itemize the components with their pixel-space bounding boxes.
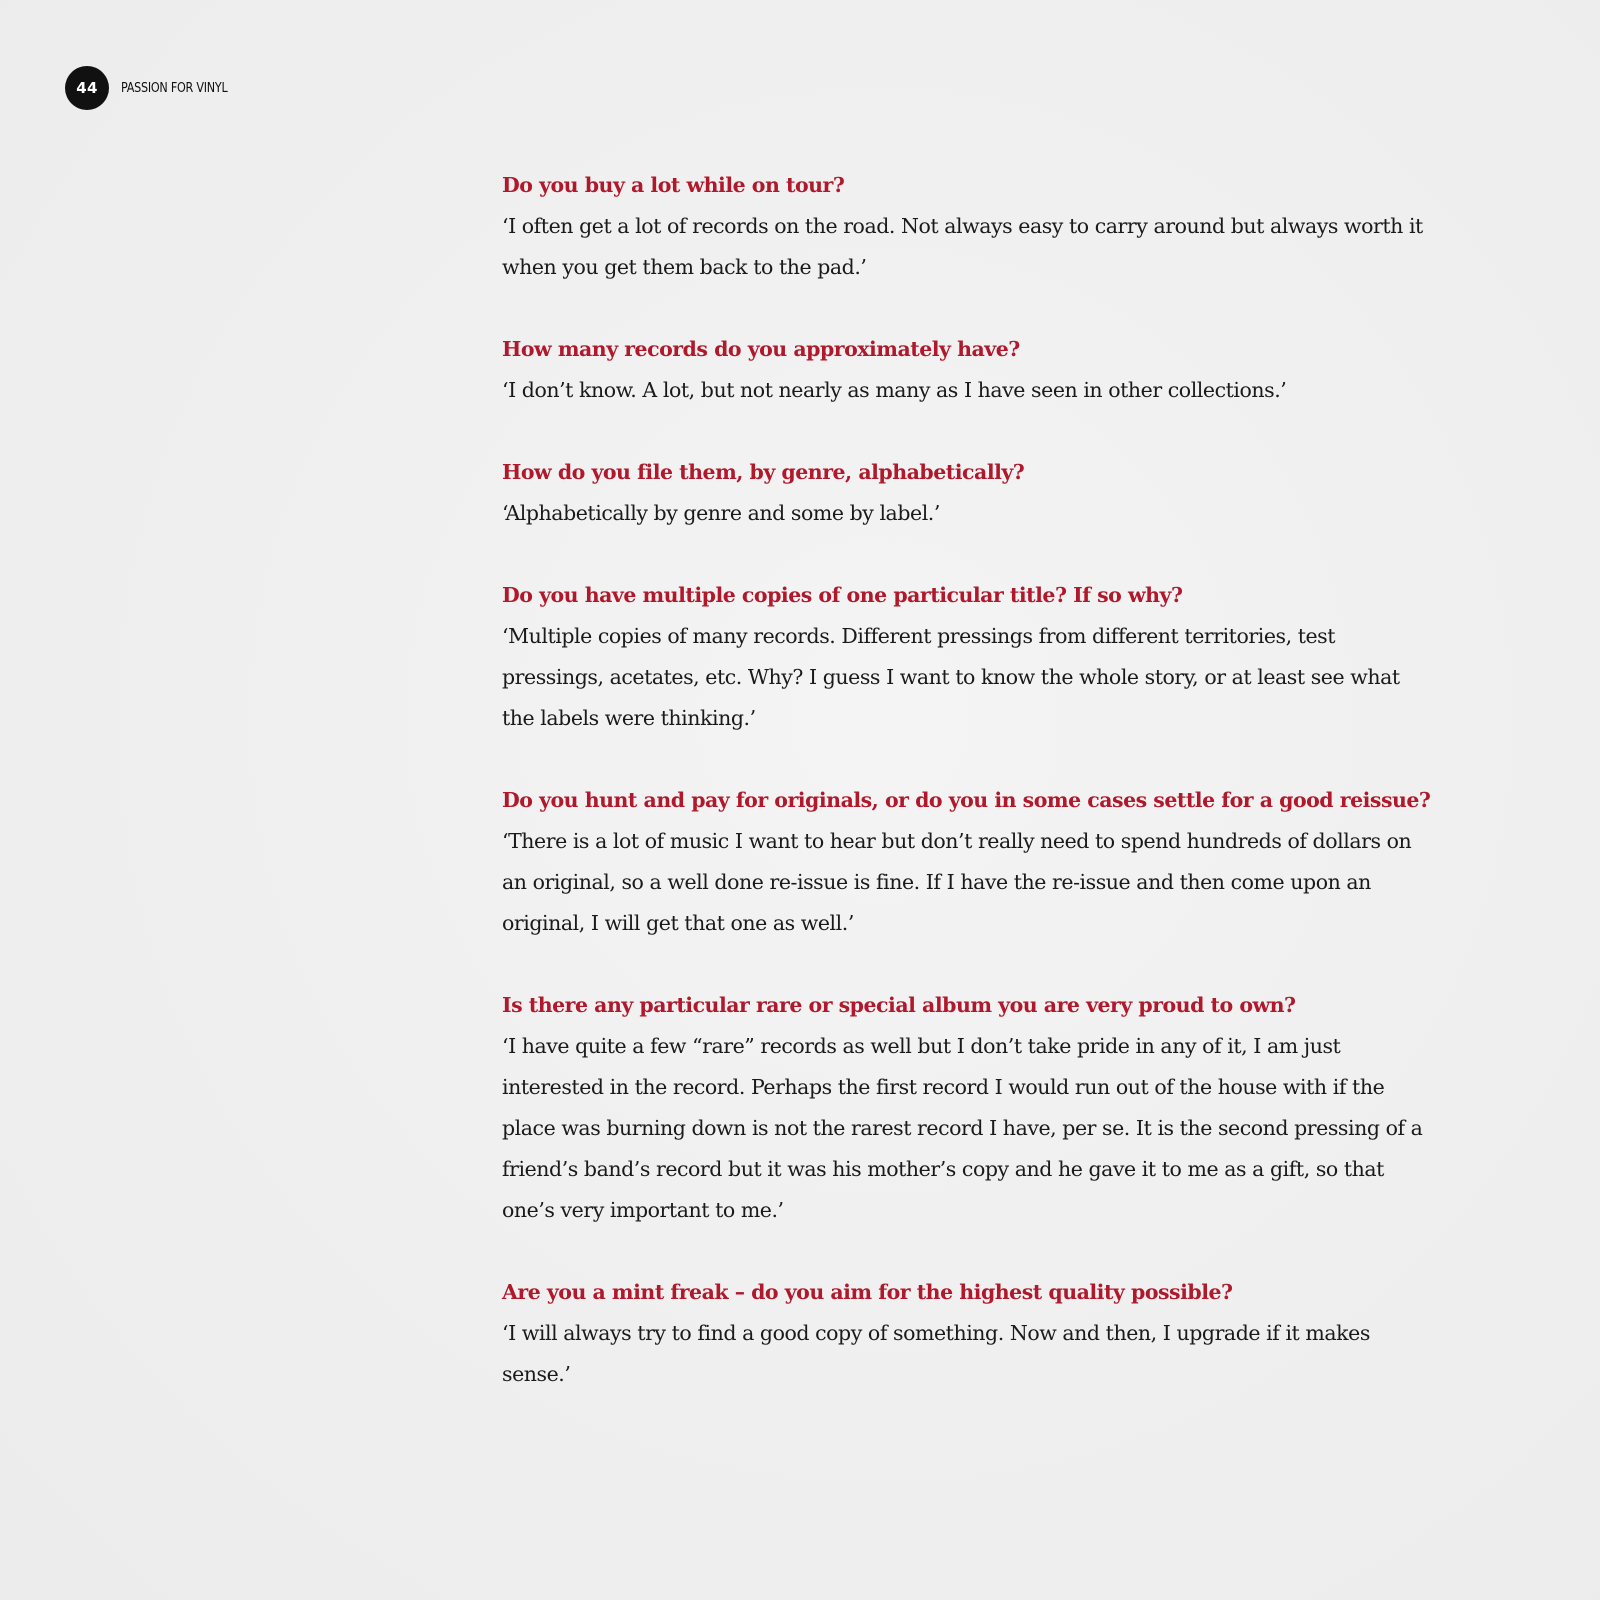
page-number-badge: 44 <box>65 66 109 110</box>
answer-text: ‘I don’t know. A lot, but not nearly as many as I have seen in other collections.’ <box>502 378 1287 402</box>
question-text: How do you file them, by genre, alphabetically? <box>502 460 1025 484</box>
page-header <box>65 66 245 110</box>
answer-text: ‘Multiple copies of many records. Different pressings from different territories, test pressings, acetates, etc. Why? I guess I want to know the whole story, or at least see what the labels were thinking.’ <box>502 624 1400 730</box>
answer-text: ‘I have quite a few “rare” records as well but I don’t take pride in any of it, I am just interested in the record. Perhaps the first record I would run out of the house with if the place was burning down is not the rarest record I have, per se. It is the second pressing of a friend’s band’s record but it was his mother’s copy and he gave it to me as a gift, so that one’s very important to me.’ <box>502 1034 1423 1222</box>
question-text: Is there any particular rare or special album you are very proud to own? <box>502 993 1296 1017</box>
qa-item <box>502 985 1437 1231</box>
answer-text: ‘Alphabetically by genre and some by label.’ <box>502 501 940 525</box>
qa-item <box>502 1272 1437 1395</box>
qa-item <box>502 165 1437 288</box>
answer-text: ‘I often get a lot of records on the road. Not always easy to carry around but always worth it when you get them back to the pad.’ <box>502 214 1423 279</box>
question-text: Are you a mint freak – do you aim for the highest quality possible? <box>502 1280 1233 1304</box>
question-text: Do you have multiple copies of one particular title? If so why? <box>502 583 1183 607</box>
qa-item <box>502 780 1437 944</box>
answer-text: ‘There is a lot of music I want to hear but don’t really need to spend hundreds of dollars on an original, so a well done re-issue is fine. If I have the re-issue and then come upon an original, I will get that one as well.’ <box>502 829 1412 935</box>
question-text: Do you buy a lot while on tour? <box>502 173 845 197</box>
running-title: PASSION FOR VINYL <box>121 80 228 96</box>
qa-item <box>502 329 1437 411</box>
qa-item <box>502 452 1437 534</box>
question-text: How many records do you approximately have? <box>502 337 1020 361</box>
qa-item <box>502 575 1437 739</box>
answer-text: ‘I will always try to find a good copy of something. Now and then, I upgrade if it makes sense.’ <box>502 1321 1370 1386</box>
question-text: Do you hunt and pay for originals, or do you in some cases settle for a good reissue? <box>502 788 1431 812</box>
interview-content <box>502 165 1437 1436</box>
